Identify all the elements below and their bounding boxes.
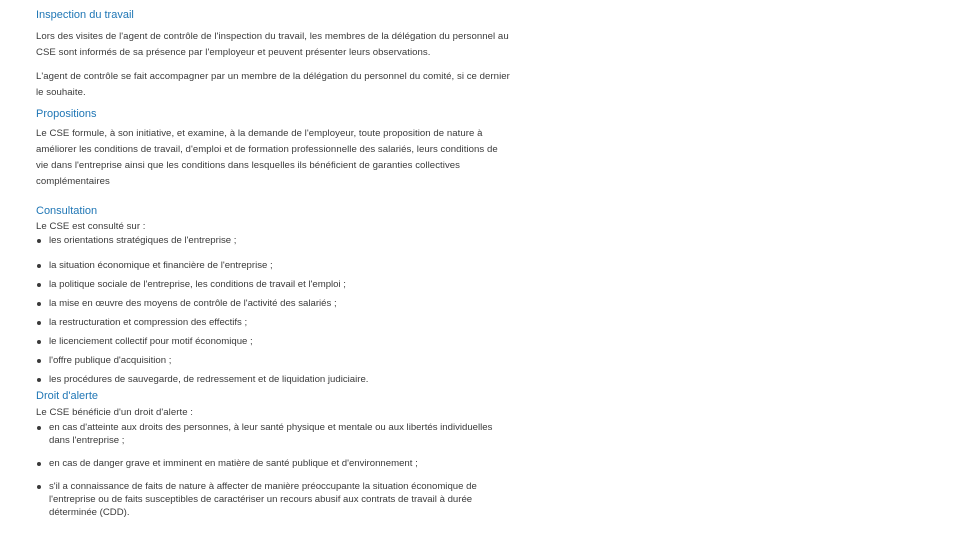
list-item: la politique sociale de l'entreprise, les conditions de travail et l'emploi ; xyxy=(36,278,622,291)
propositions-line3: vie dans l'entreprise ainsi que les conditions dans lesquelles ils bénéficient de garanties collectives xyxy=(36,160,461,171)
list-item: s'il a connaissance de faits de nature à affecter de manière préoccupante la situation économique de l'entreprise ou de faits susceptibles de caractériser un recours abusif aux contrats de travail à durée déterminée (CDD). xyxy=(36,480,622,519)
list-item: la situation économique et financière de l'entreprise ; xyxy=(36,259,622,272)
bullet-icon xyxy=(37,359,41,363)
bullet-icon xyxy=(37,239,41,243)
consultation-intro: Le CSE est consulté sur : xyxy=(36,221,146,232)
list-item: les orientations stratégiques de l'entreprise ; xyxy=(36,234,622,247)
bullet-icon xyxy=(37,462,41,466)
bullet-icon xyxy=(37,264,41,268)
propositions-paragraph xyxy=(36,126,622,190)
alerte-intro: Le CSE bénéficie d'un droit d'alerte : xyxy=(36,407,194,418)
list-item: en cas de danger grave et imminent en matière de santé publique et d'environnement ; xyxy=(36,457,622,470)
section-title-propositions: Propositions xyxy=(36,108,97,120)
bullet-icon xyxy=(37,321,41,325)
list-item: l'offre publique d'acquisition ; xyxy=(36,354,622,367)
propositions-line2: améliorer les conditions de travail, d'emploi et de formation professionnelle des salariés, leurs conditions de xyxy=(36,144,498,155)
bullet-icon xyxy=(37,485,41,489)
bullet-icon xyxy=(37,340,41,344)
consultation-list xyxy=(36,234,622,386)
inspection-p1-line1: Lors des visites de l'agent de contrôle de l'inspection du travail, les membres de la délégation du personnel au xyxy=(36,31,509,42)
inspection-paragraph-1 xyxy=(36,29,622,61)
list-item: le licenciement collectif pour motif économique ; xyxy=(36,335,622,348)
list-item: en cas d'atteinte aux droits des personnes, à leur santé physique et mentale ou aux libertés individuelles dans l'entreprise ; xyxy=(36,421,622,447)
section-title-consultation: Consultation xyxy=(36,205,98,217)
propositions-line4: complémentaires xyxy=(36,176,110,187)
list-item: les procédures de sauvegarde, de redressement et de liquidation judiciaire. xyxy=(36,373,622,386)
alerte-list xyxy=(36,421,622,519)
inspection-p2-line1: L'agent de contrôle se fait accompagner par un membre de la délégation du personnel du comité, si ce dernier xyxy=(36,71,510,82)
section-title-inspection: Inspection du travail xyxy=(36,9,134,21)
inspection-p2-line2: le souhaite. xyxy=(36,87,86,98)
bullet-icon xyxy=(37,283,41,287)
propositions-line1: Le CSE formule, à son initiative, et examine, à la demande de l'employeur, toute proposition de nature à xyxy=(36,128,483,139)
section-title-alerte: Droit d'alerte xyxy=(36,390,99,402)
document-content xyxy=(36,8,622,519)
inspection-p1-line2: CSE sont informés de sa présence par l'employeur et peuvent présenter leurs observations. xyxy=(36,47,431,58)
bullet-icon xyxy=(37,378,41,382)
bullet-icon xyxy=(37,302,41,306)
inspection-paragraph-2 xyxy=(36,69,622,101)
list-item: la mise en œuvre des moyens de contrôle de l'activité des salariés ; xyxy=(36,297,622,310)
bullet-icon xyxy=(37,426,41,430)
list-item: la restructuration et compression des effectifs ; xyxy=(36,316,622,329)
